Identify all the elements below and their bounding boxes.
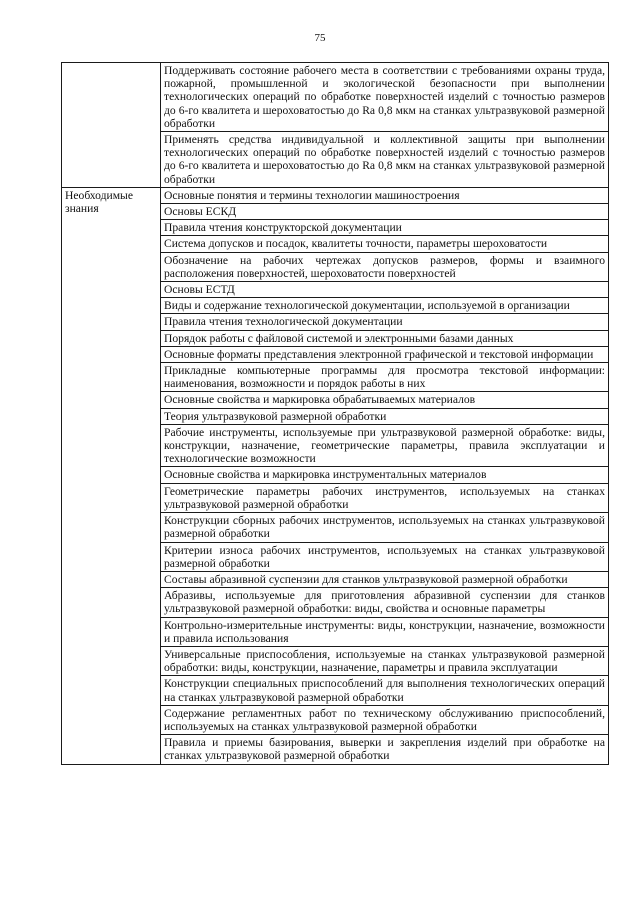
requirement-item: Применять средства индивидуальной и коллективной защиты при выполнении технологических операций по обработке поверхностей изделий с точностью размеров до 6-го квалитета и шероховатостью до Ra 0,8 мкм на станках ультразвуковой размерной обработки	[161, 132, 609, 188]
table-row	[62, 187, 609, 203]
requirement-item: Контрольно-измерительные инструменты: виды, конструкции, назначение, возможности и правила использования	[161, 617, 609, 646]
requirement-item: Составы абразивной суспензии для станков ультразвуковой размерной обработки	[161, 571, 609, 587]
requirement-item: Теория ультразвуковой размерной обработки	[161, 408, 609, 424]
requirement-item: Основы ЕСКД	[161, 204, 609, 220]
table-row	[62, 63, 609, 132]
requirement-item: Система допусков и посадок, квалитеты точности, параметры шероховатости	[161, 236, 609, 252]
requirement-item: Правила чтения технологической документации	[161, 314, 609, 330]
requirement-item: Порядок работы с файловой системой и электронными базами данных	[161, 330, 609, 346]
requirement-item: Виды и содержание технологической документации, используемой в организации	[161, 298, 609, 314]
requirement-item: Рабочие инструменты, используемые при ультразвуковой размерной обработке: виды, конструкции, назначение, геометрические параметры, правила эксплуатации и технологические возможности	[161, 424, 609, 467]
requirement-item: Прикладные компьютерные программы для просмотра текстовой информации: наименования, возможности и порядок работы в них	[161, 363, 609, 392]
requirement-item: Основы ЕСТД	[161, 282, 609, 298]
requirement-item: Поддерживать состояние рабочего места в соответствии с требованиями охраны труда, пожарной, промышленной и экологической безопасности при выполнении технологических операций по обработке поверхностей изделий с точностью размеров до 6-го квалитета и шероховатостью до Ra 0,8 мкм на станках ультразвуковой размерной обработки	[161, 63, 609, 132]
requirement-item: Геометрические параметры рабочих инструментов, используемых на станках ультразвуковой размерной обработки	[161, 483, 609, 512]
requirement-item: Основные понятия и термины технологии машиностроения	[161, 187, 609, 203]
requirement-item: Правила чтения конструкторской документации	[161, 220, 609, 236]
requirement-item: Содержание регламентных работ по техническому обслуживанию приспособлений, используемых на станках ультразвуковой размерной обработки	[161, 705, 609, 734]
requirement-item: Абразивы, используемые для приготовления абразивной суспензии для станков ультразвуковой размерной обработки: виды, свойства и основные параметры	[161, 588, 609, 617]
category-cell: Необходимые знания	[62, 187, 161, 764]
requirement-item: Основные форматы представления электронной графической и текстовой информации	[161, 346, 609, 362]
requirement-item: Основные свойства и маркировка обрабатываемых материалов	[161, 392, 609, 408]
requirement-item: Обозначение на рабочих чертежах допусков размеров, формы и взаимного расположения поверхностей, шероховатости поверхностей	[161, 252, 609, 281]
requirement-item: Критерии износа рабочих инструментов, используемых на станках ультразвуковой размерной обработки	[161, 542, 609, 571]
category-cell	[62, 63, 161, 188]
requirement-item: Основные свойства и маркировка инструментальных материалов	[161, 467, 609, 483]
requirement-item: Правила и приемы базирования, выверки и закрепления изделий при обработке на станках ультразвуковой размерной обработки	[161, 735, 609, 764]
requirements-table-body	[62, 63, 609, 765]
page-number: 75	[314, 32, 326, 44]
requirement-item: Конструкции специальных приспособлений для выполнения технологических операций на станках ультразвуковой размерной обработки	[161, 676, 609, 705]
requirements-table	[61, 62, 609, 765]
requirement-item: Универсальные приспособления, используемые на станках ультразвуковой размерной обработки: виды, конструкции, назначение, параметры и правила эксплуатации	[161, 646, 609, 675]
requirement-item: Конструкции сборных рабочих инструментов, используемых на станках ультразвуковой размерной обработки	[161, 513, 609, 542]
